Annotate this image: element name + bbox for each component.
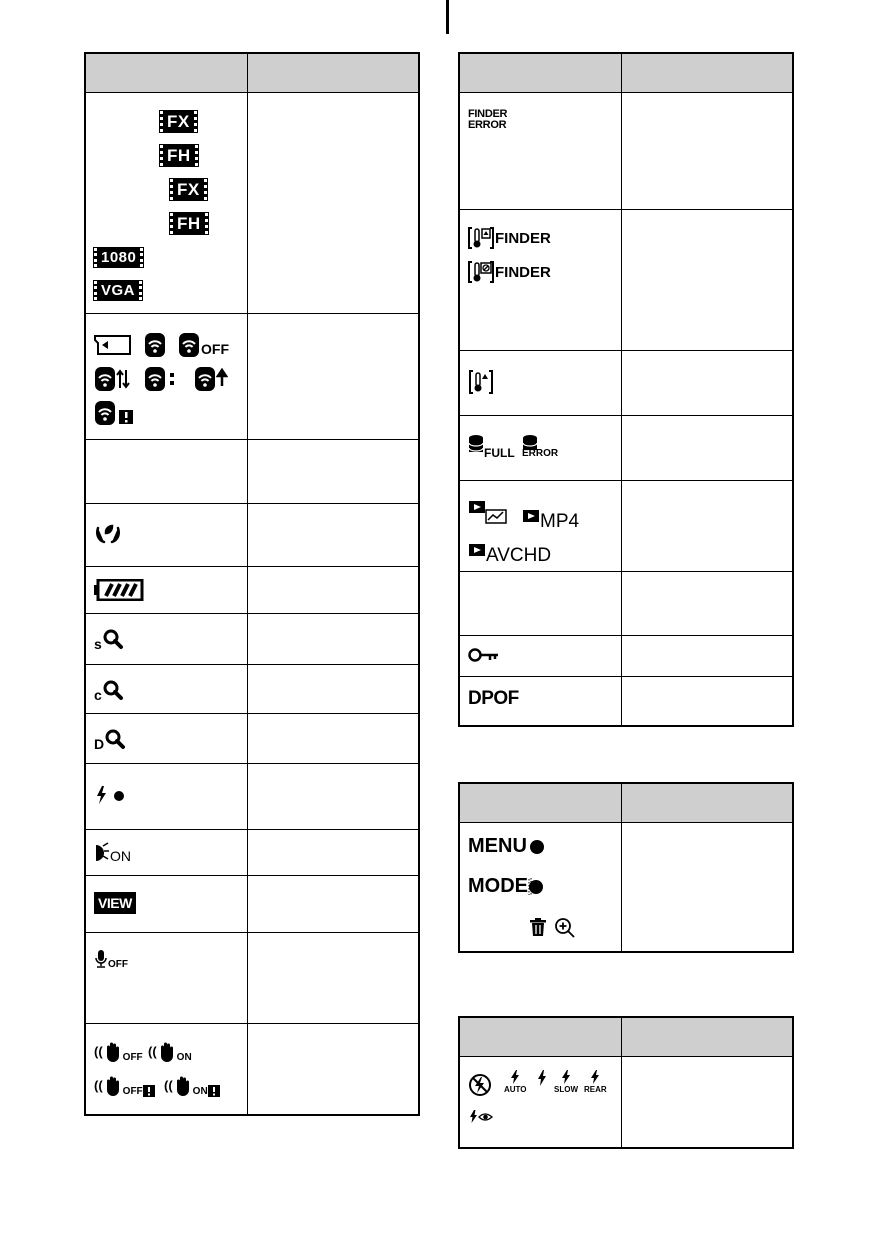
flash-mode-header-icon [459, 1017, 621, 1057]
movie-fx-icon-2: FX [170, 179, 207, 200]
dpof-icon: DPOF [468, 688, 519, 709]
movie-fh-icon-2: FH [170, 213, 208, 234]
menu-button-icon [468, 835, 545, 858]
left-header-icon [85, 53, 247, 93]
button-guide-header-desc [621, 783, 793, 823]
movie-vga-icon: VGA [94, 281, 142, 300]
smart-zoom-icon [94, 626, 124, 652]
wifi-error-icon [94, 400, 136, 426]
flash-rear-label: REAR [584, 1085, 607, 1094]
right-header-icon [459, 53, 621, 93]
steadyshot-off-warning-label: OFF [122, 1086, 143, 1097]
flash-auto-label: AUTO [504, 1085, 527, 1094]
af-illuminator-on-label: ON [110, 848, 131, 864]
wifi-off-label: OFF [201, 341, 229, 357]
wifi-transfer-icon [94, 366, 132, 392]
menu-button-label: MENU [468, 835, 527, 857]
wifi-upload-icon [194, 366, 228, 392]
protect-key-icon [468, 646, 500, 664]
battery-icon [94, 579, 144, 601]
view-mp4-label: MP4 [540, 511, 580, 532]
button-guide-table [458, 782, 794, 953]
finder-temp-high-icon [468, 226, 551, 250]
steadyshot-off-warning-icon: (( OFF [94, 1074, 155, 1097]
left-header-desc [247, 53, 419, 93]
clear-image-zoom-prefix: c [94, 687, 102, 703]
finder-error-icon [468, 109, 507, 131]
delete-icon [528, 917, 548, 937]
right-icon-table [458, 52, 794, 727]
flash-off-icon [468, 1073, 492, 1097]
red-eye-flash-icon [468, 1109, 494, 1125]
movie-1080-icon: 1080 [94, 248, 143, 267]
steadyshot-on-icon: (( ON [148, 1044, 192, 1063]
view-avchd-label: AVCHD [486, 545, 552, 566]
flash-slow-label: SLOW [554, 1085, 578, 1094]
flash-auto-icon [504, 1069, 527, 1094]
eco-mode-icon [94, 524, 122, 546]
flash-charging-icon [94, 784, 130, 806]
finder-error-line2: ERROR [468, 119, 507, 131]
finder-temp-stop-icon [468, 260, 551, 284]
wifi-waiting-icon [144, 366, 178, 392]
right-header-desc [621, 53, 793, 93]
flash-mode-table [458, 1016, 794, 1149]
database-full-label: FULL [484, 446, 515, 460]
flash-mode-header-desc [621, 1017, 793, 1057]
af-illuminator-on-icon [94, 840, 131, 864]
database-full-icon [468, 432, 515, 460]
clear-image-zoom-icon [94, 677, 124, 703]
steadyshot-on-label: ON [176, 1052, 192, 1063]
view-mp4-icon [522, 499, 579, 533]
temperature-warning-icon [468, 369, 494, 395]
left-icon-table [84, 52, 420, 1116]
finder-temp-high-label: FINDER [495, 229, 551, 247]
column-divider-top [446, 0, 449, 34]
database-error-label: ERROR [522, 448, 559, 459]
flash-fill-icon [536, 1069, 548, 1087]
steadyshot-off-icon: (( OFF [94, 1044, 143, 1063]
database-error-icon [522, 432, 558, 459]
mic-off-icon [94, 947, 128, 970]
mic-off-label: OFF [108, 959, 128, 970]
button-guide-header-icon [459, 783, 621, 823]
flash-rear-icon [584, 1069, 607, 1094]
digital-zoom-prefix: D [94, 736, 105, 752]
mode-button-icon [468, 875, 544, 898]
digital-zoom-icon [94, 726, 126, 752]
view-icon: VIEW [94, 892, 136, 914]
mode-button-label: MODE [468, 875, 528, 897]
steadyshot-on-warning-icon: (( ON [164, 1074, 220, 1097]
movie-fh-icon: FH [160, 145, 198, 166]
view-avchd-icon [468, 533, 551, 567]
finder-temp-stop-label: FINDER [495, 263, 551, 281]
zoom-in-icon [554, 917, 576, 939]
wifi-off-icon [178, 332, 229, 358]
smart-zoom-prefix: s [94, 636, 102, 652]
steadyshot-on-warning-label: ON [192, 1086, 208, 1097]
movie-fx-icon: FX [160, 111, 197, 132]
memory-card-icon [94, 334, 132, 356]
flash-slow-icon [554, 1069, 578, 1094]
wifi-icon [144, 332, 166, 358]
steadyshot-off-label: OFF [122, 1052, 143, 1063]
view-still-icon [468, 499, 510, 525]
finder-error-line1: FINDER [468, 108, 508, 120]
